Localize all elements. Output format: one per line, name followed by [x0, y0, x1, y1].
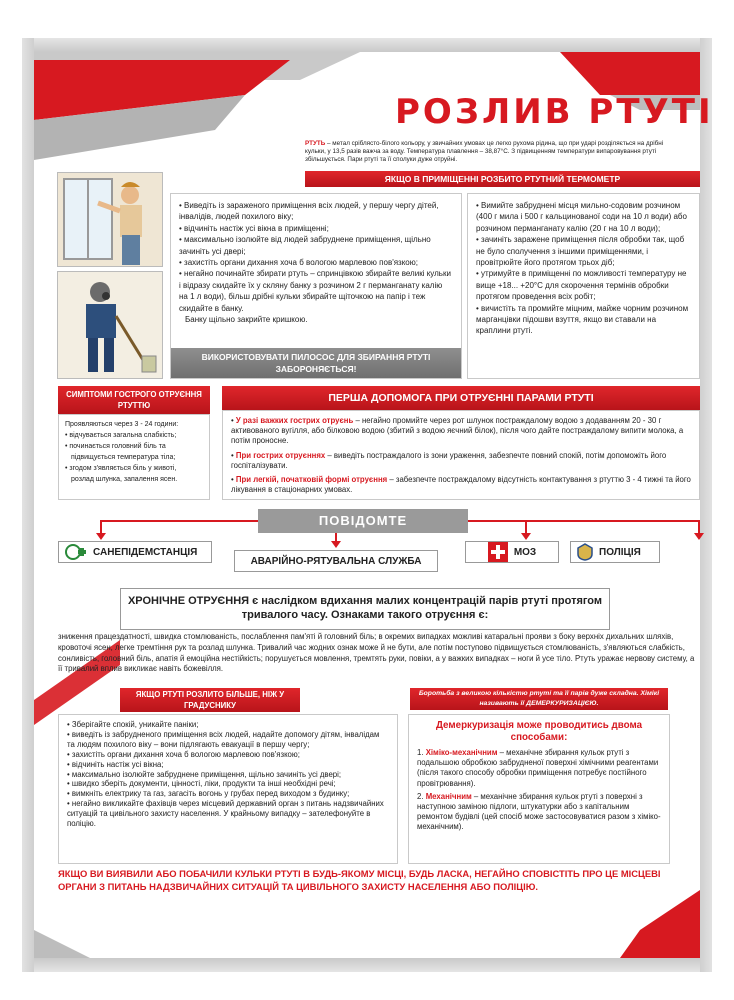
list-item: • утримуйте в приміщенні по можливості температуру не вище +18... +20°С для скорочення термінів обробки протягом проведення всіх робіт; [476, 268, 691, 302]
agency-police [570, 541, 660, 563]
thermometer-right-list [476, 200, 691, 337]
agency-moz [465, 541, 559, 563]
list-item: • максимально ізолюйте від людей забруднене приміщення, щільно зачиніть усі двері; [179, 234, 453, 257]
sanepid-logo-icon [65, 544, 87, 560]
window-illustration [57, 172, 163, 267]
demercurization-box [408, 714, 670, 864]
arrow-down-icon [694, 533, 704, 540]
police-badge-icon [577, 543, 593, 561]
first-aid-item: • У разі важких гострих отруєнь – негайно промийте через рот шлунок постраждалому водою з додаванням 20 - 30 г активованого вугілля, або білковою водою (збитий з водою яєчний білок), після чого дайте постраждалому випити молока, а потім проносне. [231, 416, 684, 446]
agency-label: АВАРІЙНО-РЯТУВАЛЬНА СЛУЖБА [250, 555, 422, 567]
symptom-line: • відчувається загальна слабкість; [65, 432, 177, 439]
chronic-heading: ХРОНІЧНЕ ОТРУЄННЯ є наслідком вдихання малих концентрацій парів ртуті протягом тривалого часу. Ознаками такого отруєння є: [120, 588, 610, 630]
list-item: • Виведіть із зараженого приміщення всіх людей, у першу чергу дітей, інвалідів, людей похилого віку; [179, 200, 453, 223]
arrow-down-icon [521, 533, 531, 540]
list-item: • вичистіть та промийте міцним, майже чорним розчином марганцівки підошви взуття, якщо ви ставали на краплини ртуті. [476, 303, 691, 337]
list-item: • захистіть органи дихання хоча б вологою марлевою пов'язкою; [67, 750, 389, 760]
connector-drop [698, 520, 700, 534]
symptom-line: • починається головний біль та [65, 443, 166, 450]
list-item: • виведіть із забрудненого приміщення всіх людей, надайте допомогу дітям, інвалідам та людям похилого віку – вони підлягають евакуації в першу чергу; [67, 730, 389, 750]
agency-label: МОЗ [513, 546, 537, 558]
intro-text [305, 140, 685, 165]
arrow-down-icon [331, 541, 341, 548]
demercurization-title: Демеркуризація може проводитись двома способами: [435, 720, 643, 743]
list-item: • Зберігайте спокій, уникайте паніки; [67, 720, 389, 730]
agency-label: САНЕПІДЕМСТАНЦІЯ [93, 546, 198, 558]
intro-term: РТУТЬ [305, 140, 326, 147]
method-1: 1. Хіміко-механічним – механічне збирання кульок ртуті з подальшою обробкою забрудненої поверхні хімічними реагентами (після такого способу обробки приміщення потребує постійного провітрювання). [417, 748, 659, 788]
thermometer-left-list [179, 200, 453, 314]
worker-gas-mask-icon [58, 272, 163, 379]
thermometer-right-box [467, 193, 700, 379]
symptom-line: підвищується температура тіла; [71, 454, 176, 461]
person-window-icon [58, 173, 163, 267]
red-cross-icon [488, 542, 508, 562]
list-item: • відчиніть настіж усі вікна в приміщенні; [179, 223, 453, 234]
list-item: • максимально ізолюйте забруднене приміщення, щільно зачиніть усі двері; [67, 770, 389, 780]
larger-spill-heading: ЯКЩО РТУТІ РОЗЛИТО БІЛЬШЕ, НІЖ У ГРАДУСНИКУ [120, 688, 300, 712]
arrow-down-icon [96, 533, 106, 540]
thermometer-heading: ЯКЩО В ПРИМІЩЕННІ РОЗБИТО РТУТНИЙ ТЕРМОМЕТР [305, 171, 700, 187]
symptom-line: • згодом з'являється біль у животі, [65, 465, 177, 472]
list-item: • негайно викликайте фахівців через місцевий державний орган з питань надзвичайних ситуацій та цивільного захисту населення. У крайньому випадку – зателефонуйте в поліцію. [67, 799, 389, 829]
symptom-line: Проявляються через 3 - 24 години: [65, 421, 179, 428]
symptoms-heading: СИМПТОМИ ГОСТРОГО ОТРУЄННЯ РТУТТЮ [58, 386, 210, 414]
jar-close-note: Банку щільно закрийте кришкою. [185, 315, 308, 325]
agency-rescue-service [234, 550, 438, 572]
worker-illustration [57, 271, 163, 379]
first-aid-heading: ПЕРША ДОПОМОГА ПРИ ОТРУЄННІ ПАРАМИ РТУТІ [222, 386, 700, 410]
first-aid-item: • При гострих отруєннях – виведіть постраждалого із зони ураження, забезпечте повний спокій, потім допоможіть його госпіталізувати. [231, 450, 667, 470]
intro-body: – метал сріблясто-білого кольору, у звичайних умовах це легко рухома рідина, що при ударі розділяється на дрібні кульки, у 13,5 разів важча за воду. Температура плавлення – 38,87°С. З підвищенням температури випаровування ртуті збільшується. Пари ртуті та її сполуки дуже отруйні. [305, 140, 664, 164]
thermometer-left-box [170, 193, 462, 379]
vacuum-warning: ВИКОРИСТОВУВАТИ ПИЛОСОС ДЛЯ ЗБИРАННЯ РТУТІ ЗАБОРОНЯЄТЬСЯ! [171, 348, 461, 378]
list-item: • вимкніть електрику та газ, загасіть вогонь у грубах перед виходом з будинку; [67, 789, 389, 799]
first-aid-item: • При легкій, початковій формі отруєння – забезпечте постраждалому відсутність контактування з ртуттю 3 - 4 тижні та його лікування в стаціонарних умовах. [231, 475, 691, 495]
method-2: 2. Механічним – механічне збирання кульок ртуті з поверхні з наступною заміною підлоги, штукатурки або з капітальним ремонтом будівлі (цей спосіб може застосовуватися разом з хіміко-механічним). [417, 791, 661, 832]
first-aid-box [222, 410, 700, 500]
footer-call-to-action: ЯКЩО ВИ ВИЯВИЛИ АБО ПОБАЧИЛИ КУЛЬКИ РТУТІ В БУДЬ-ЯКОМУ МІСЦІ, БУДЬ ЛАСКА, НЕГАЙНО СПОВІСТІТЬ ПРО ЦЕ МІСЦЕВІ ОРГАНИ З ПИТАНЬ НАДЗВИЧАЙНИХ СИТУАЦІЙ ТА ЦИВІЛЬНОГО ЗАХИСТУ НАСЕЛЕННЯ АБО ПОЛІЦІЮ. [58, 868, 661, 892]
notify-heading: ПОВІДОМТЕ [258, 509, 468, 533]
list-item: • негайно починайте збирати ртуть – спринцівкою збирайте великі кульки і відразу скидайте їх у скляну банку з розчином 2 г перманганату калію на 1 л води), більш дрібні кульки збирайте щіточкою на папір і теж скидайте в банку. [179, 268, 453, 314]
list-item: • зачиніть заражене приміщення після обробки так, щоб не було сполучення з іншими приміщеннями, і провітрюйте його протягом трьох діб; [476, 234, 691, 268]
demercurization-note: Боротьба з великою кількістю ртуті та її парів дуже складна. Хімікі називають її ДЕМЕРКУРИЗАЦІЄЮ. [410, 688, 668, 710]
list-item: • захистіть органи дихання хоча б вологою марлевою пов'язкою; [179, 257, 453, 268]
larger-spill-list [67, 720, 389, 829]
list-item: • відчиніть настіж усі вікна; [67, 760, 389, 770]
list-item: • швидко зберіть документи, цінності, ліки, продукти та інші необхідні речі; [67, 779, 389, 789]
agency-label: ПОЛІЦІЯ [599, 546, 641, 558]
symptom-line: розлад шлунка, запалення ясен. [71, 476, 178, 483]
chronic-text: зниження працездатності, швидка стомлюваність, послаблення пам'яті й головний біль; в окремих випадках можливі катаральні прояви з боку верхніх дихальних шляхів, кровоточі ясен, легке тремтіння рук та розлад шлунка. Тривалий час жодних ознак може й не бути, але потім поступово підвищується стомлюваність, з'являються слабкість, сонливість, головний біль, апатія й емоційна нестійкість; порушується мовлення, тремтять руки, повіки, а у важких випадках – ноги й усе тіло. Ртуть уражає нервову систему, а її тривалий вплив викликає навіть божевілля. [58, 632, 695, 674]
connector-drop [100, 520, 102, 534]
symptoms-box [58, 414, 210, 500]
agency-sanepid [58, 541, 212, 563]
larger-spill-box [58, 714, 398, 864]
page-title: РОЗЛИВ РТУТІ [395, 92, 714, 132]
connector-drop [525, 520, 527, 534]
list-item: • Вимийте забруднені місця мильно-содовим розчином (400 г мила і 500 г кальцинованої соди на 10 л води) або розчином перманганату калію (20 г на 10 л води); [476, 200, 691, 234]
